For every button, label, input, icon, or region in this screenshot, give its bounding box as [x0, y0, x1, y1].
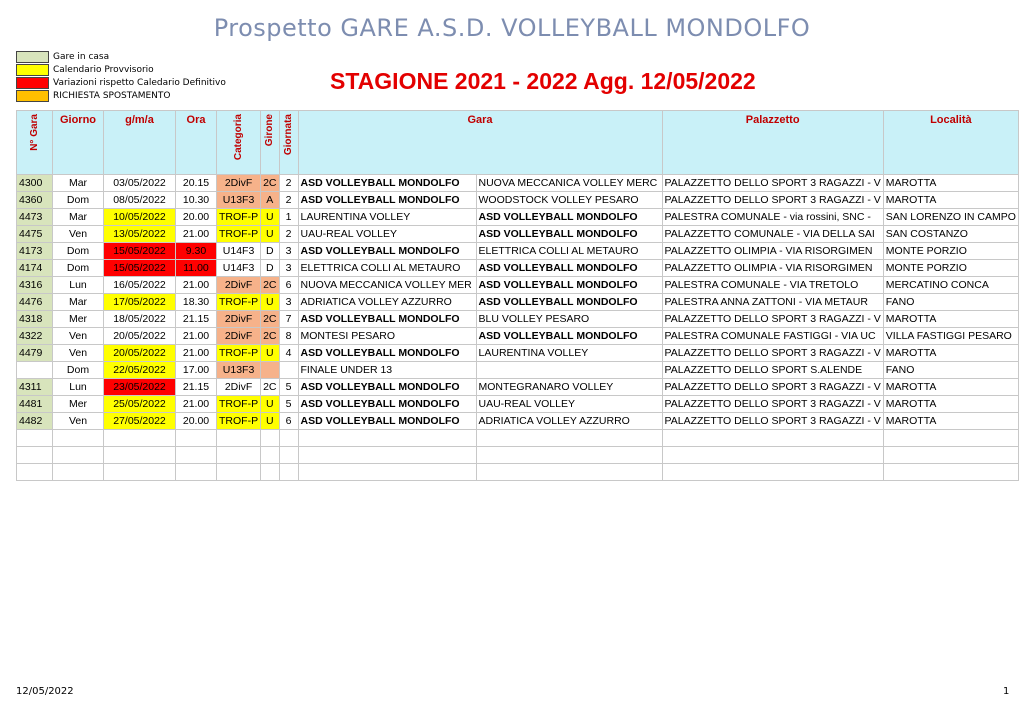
empty-cell: [104, 464, 176, 481]
cell-num: 4316: [17, 277, 53, 294]
cell-home-team: FINALE UNDER 13: [298, 362, 476, 379]
cell-away-team: ELETTRICA COLLI AL METAURO: [476, 243, 662, 260]
header-categoria: Categoria: [217, 111, 261, 175]
cell-categoria: TROF-P: [217, 345, 261, 362]
empty-cell: [176, 447, 217, 464]
empty-cell: [261, 464, 279, 481]
cell-localita: MONTE PORZIO: [883, 243, 1018, 260]
cell-girone: D: [261, 260, 279, 277]
cell-away-team: ASD VOLLEYBALL MONDOLFO: [476, 277, 662, 294]
cell-away-team: ASD VOLLEYBALL MONDOLFO: [476, 226, 662, 243]
empty-cell: [17, 447, 53, 464]
cell-num: 4318: [17, 311, 53, 328]
header-girone: Girone: [261, 111, 279, 175]
cell-date: 27/05/2022: [104, 413, 176, 430]
empty-cell: [53, 464, 104, 481]
cell-home-team: ASD VOLLEYBALL MONDOLFO: [298, 192, 476, 209]
empty-cell: [476, 447, 662, 464]
cell-palazzetto: PALESTRA COMUNALE - via rossini, SNC -: [662, 209, 883, 226]
cell-giorno: Mar: [53, 175, 104, 192]
table-row: [17, 294, 1019, 311]
empty-cell: [279, 447, 298, 464]
cell-palazzetto: PALAZZETTO OLIMPIA - VIA RISORGIMEN: [662, 260, 883, 277]
cell-palazzetto: PALAZZETTO COMUNALE - VIA DELLA SAI: [662, 226, 883, 243]
cell-categoria: 2DivF: [217, 328, 261, 345]
cell-giornata: 6: [279, 277, 298, 294]
header-num: N° Gara: [17, 111, 53, 175]
cell-girone: 2C: [261, 328, 279, 345]
cell-num: 4311: [17, 379, 53, 396]
footer-date: 12/05/2022: [16, 686, 74, 697]
table-row: [17, 277, 1019, 294]
legend-label: Gare in casa: [53, 51, 110, 62]
cell-date: 20/05/2022: [104, 345, 176, 362]
cell-giornata: 2: [279, 192, 298, 209]
cell-giorno: Dom: [53, 243, 104, 260]
empty-cell: [476, 464, 662, 481]
cell-home-team: ASD VOLLEYBALL MONDOLFO: [298, 379, 476, 396]
cell-home-team: ADRIATICA VOLLEY AZZURRO: [298, 294, 476, 311]
cell-num: 4173: [17, 243, 53, 260]
cell-home-team: UAU-REAL VOLLEY: [298, 226, 476, 243]
header-localita: Località: [883, 111, 1018, 175]
cell-localita: MAROTTA: [883, 413, 1018, 430]
cell-girone: U: [261, 396, 279, 413]
cell-girone: 2C: [261, 277, 279, 294]
cell-palazzetto: PALESTRA ANNA ZATTONI - VIA METAUR: [662, 294, 883, 311]
header-gara: Gara: [298, 111, 662, 175]
table-row: [17, 396, 1019, 413]
empty-cell: [53, 430, 104, 447]
table-row: [17, 345, 1019, 362]
cell-away-team: ASD VOLLEYBALL MONDOLFO: [476, 260, 662, 277]
cell-categoria: U14F3: [217, 243, 261, 260]
legend-swatch-home: [16, 51, 49, 63]
cell-localita: MONTE PORZIO: [883, 260, 1018, 277]
cell-ora: 9.30: [176, 243, 217, 260]
cell-ora: 20.00: [176, 413, 217, 430]
empty-cell: [217, 447, 261, 464]
cell-giornata: 2: [279, 226, 298, 243]
cell-ora: 10.30: [176, 192, 217, 209]
cell-ora: 21.15: [176, 311, 217, 328]
empty-cell: [476, 430, 662, 447]
cell-giorno: Ven: [53, 345, 104, 362]
cell-away-team: LAURENTINA VOLLEY: [476, 345, 662, 362]
cell-date: 23/05/2022: [104, 379, 176, 396]
cell-ora: 11.00: [176, 260, 217, 277]
cell-categoria: 2DivF: [217, 311, 261, 328]
cell-home-team: ASD VOLLEYBALL MONDOLFO: [298, 175, 476, 192]
cell-localita: MAROTTA: [883, 345, 1018, 362]
cell-giornata: 8: [279, 328, 298, 345]
empty-cell: [883, 464, 1018, 481]
table-row: [17, 311, 1019, 328]
empty-cell: [261, 430, 279, 447]
empty-cell: [298, 464, 476, 481]
cell-girone: D: [261, 243, 279, 260]
cell-date: 16/05/2022: [104, 277, 176, 294]
legend-item: [16, 50, 226, 63]
footer-page: 1: [1003, 686, 1010, 697]
cell-ora: 20.15: [176, 175, 217, 192]
cell-categoria: TROF-P: [217, 396, 261, 413]
empty-cell: [298, 447, 476, 464]
header-giorno: Giorno: [53, 111, 104, 175]
cell-home-team: MONTESI PESARO: [298, 328, 476, 345]
cell-date: 15/05/2022: [104, 260, 176, 277]
cell-girone: U: [261, 226, 279, 243]
cell-categoria: 2DivF: [217, 175, 261, 192]
cell-home-team: NUOVA MECCANICA VOLLEY MER: [298, 277, 476, 294]
table-row: [17, 328, 1019, 345]
table-row: [17, 379, 1019, 396]
cell-giornata: [279, 362, 298, 379]
cell-localita: MAROTTA: [883, 379, 1018, 396]
cell-categoria: TROF-P: [217, 413, 261, 430]
legend-swatch-provisional: [16, 64, 49, 76]
cell-num: 4300: [17, 175, 53, 192]
empty-cell: [662, 430, 883, 447]
cell-num: 4322: [17, 328, 53, 345]
empty-cell: [17, 430, 53, 447]
cell-giorno: Lun: [53, 277, 104, 294]
cell-ora: 21.00: [176, 345, 217, 362]
cell-ora: 20.00: [176, 209, 217, 226]
cell-localita: VILLA FASTIGGI PESARO: [883, 328, 1018, 345]
empty-cell: [104, 430, 176, 447]
cell-localita: MAROTTA: [883, 396, 1018, 413]
legend-swatch-variation: [16, 77, 49, 89]
table-row: [17, 175, 1019, 192]
cell-localita: MAROTTA: [883, 175, 1018, 192]
cell-palazzetto: PALAZZETTO DELLO SPORT S.ALENDE: [662, 362, 883, 379]
table-row-empty: [17, 464, 1019, 481]
table-row: [17, 243, 1019, 260]
header-ora: Ora: [176, 111, 217, 175]
table-row: [17, 226, 1019, 243]
empty-cell: [176, 464, 217, 481]
cell-ora: 21.15: [176, 379, 217, 396]
legend-swatch-request: [16, 90, 49, 102]
cell-home-team: ASD VOLLEYBALL MONDOLFO: [298, 396, 476, 413]
table-row: [17, 192, 1019, 209]
cell-num: [17, 362, 53, 379]
cell-date: 03/05/2022: [104, 175, 176, 192]
cell-giorno: Mar: [53, 294, 104, 311]
empty-cell: [298, 430, 476, 447]
legend-item: [16, 63, 226, 76]
cell-num: 4479: [17, 345, 53, 362]
cell-date: 18/05/2022: [104, 311, 176, 328]
cell-num: 4482: [17, 413, 53, 430]
cell-categoria: TROF-P: [217, 226, 261, 243]
cell-num: 4174: [17, 260, 53, 277]
empty-cell: [662, 447, 883, 464]
cell-giornata: 5: [279, 396, 298, 413]
cell-girone: 2C: [261, 311, 279, 328]
cell-num: 4473: [17, 209, 53, 226]
cell-giorno: Ven: [53, 413, 104, 430]
cell-palazzetto: PALAZZETTO DELLO SPORT 3 RAGAZZI - V: [662, 379, 883, 396]
cell-giornata: 3: [279, 260, 298, 277]
table-row-empty: [17, 430, 1019, 447]
cell-giornata: 2: [279, 175, 298, 192]
cell-giorno: Ven: [53, 226, 104, 243]
cell-date: 20/05/2022: [104, 328, 176, 345]
cell-away-team: ADRIATICA VOLLEY AZZURRO: [476, 413, 662, 430]
cell-giornata: 5: [279, 379, 298, 396]
cell-giornata: 3: [279, 243, 298, 260]
cell-home-team: LAURENTINA VOLLEY: [298, 209, 476, 226]
cell-girone: U: [261, 413, 279, 430]
table-row-empty: [17, 447, 1019, 464]
cell-date: 08/05/2022: [104, 192, 176, 209]
cell-away-team: ASD VOLLEYBALL MONDOLFO: [476, 328, 662, 345]
empty-cell: [662, 464, 883, 481]
cell-girone: U: [261, 345, 279, 362]
cell-home-team: ELETTRICA COLLI AL METAURO: [298, 260, 476, 277]
cell-num: 4360: [17, 192, 53, 209]
cell-girone: 2C: [261, 175, 279, 192]
cell-palazzetto: PALAZZETTO DELLO SPORT 3 RAGAZZI - V: [662, 345, 883, 362]
cell-num: 4475: [17, 226, 53, 243]
cell-ora: 21.00: [176, 328, 217, 345]
cell-localita: MAROTTA: [883, 311, 1018, 328]
cell-categoria: U14F3: [217, 260, 261, 277]
cell-girone: U: [261, 209, 279, 226]
header-palazzetto: Palazzetto: [662, 111, 883, 175]
table-row: [17, 209, 1019, 226]
cell-home-team: ASD VOLLEYBALL MONDOLFO: [298, 345, 476, 362]
cell-num: 4481: [17, 396, 53, 413]
table-row: [17, 362, 1019, 379]
cell-giorno: Lun: [53, 379, 104, 396]
cell-date: 13/05/2022: [104, 226, 176, 243]
cell-categoria: TROF-P: [217, 294, 261, 311]
cell-palazzetto: PALESTRA COMUNALE - VIA TRETOLO: [662, 277, 883, 294]
cell-away-team: WOODSTOCK VOLLEY PESARO: [476, 192, 662, 209]
table-row: [17, 260, 1019, 277]
cell-home-team: ASD VOLLEYBALL MONDOLFO: [298, 413, 476, 430]
empty-cell: [176, 430, 217, 447]
empty-cell: [17, 464, 53, 481]
cell-ora: 21.00: [176, 277, 217, 294]
cell-away-team: UAU-REAL VOLLEY: [476, 396, 662, 413]
cell-num: 4476: [17, 294, 53, 311]
cell-date: 15/05/2022: [104, 243, 176, 260]
page-title: Prospetto GARE A.S.D. VOLLEYBALL MONDOLFO: [213, 14, 811, 42]
cell-giornata: 7: [279, 311, 298, 328]
empty-cell: [217, 464, 261, 481]
empty-cell: [279, 430, 298, 447]
cell-giornata: 4: [279, 345, 298, 362]
cell-away-team: ASD VOLLEYBALL MONDOLFO: [476, 209, 662, 226]
cell-palazzetto: PALESTRA COMUNALE FASTIGGI - VIA UC: [662, 328, 883, 345]
cell-home-team: ASD VOLLEYBALL MONDOLFO: [298, 311, 476, 328]
cell-girone: A: [261, 192, 279, 209]
cell-giorno: Mer: [53, 311, 104, 328]
cell-giorno: Ven: [53, 328, 104, 345]
table-header-row: [17, 111, 1019, 175]
header-giornata: Giornata: [279, 111, 298, 175]
cell-girone: [261, 362, 279, 379]
empty-cell: [217, 430, 261, 447]
cell-localita: FANO: [883, 362, 1018, 379]
legend-label: Variazioni rispetto Caledario Definitivo: [53, 77, 226, 88]
cell-giorno: Mar: [53, 209, 104, 226]
cell-categoria: U13F3: [217, 192, 261, 209]
cell-away-team: ASD VOLLEYBALL MONDOLFO: [476, 294, 662, 311]
cell-palazzetto: PALAZZETTO DELLO SPORT 3 RAGAZZI - V: [662, 413, 883, 430]
header-gma: g/m/a: [104, 111, 176, 175]
cell-giornata: 3: [279, 294, 298, 311]
cell-giorno: Mer: [53, 396, 104, 413]
legend-label: Calendario Provvisorio: [53, 64, 154, 75]
season-heading: STAGIONE 2021 - 2022 Agg. 12/05/2022: [330, 68, 756, 94]
table-row: [17, 413, 1019, 430]
cell-giorno: Dom: [53, 260, 104, 277]
cell-home-team: ASD VOLLEYBALL MONDOLFO: [298, 243, 476, 260]
cell-palazzetto: PALAZZETTO DELLO SPORT 3 RAGAZZI - V: [662, 175, 883, 192]
cell-girone: U: [261, 294, 279, 311]
cell-palazzetto: PALAZZETTO DELLO SPORT 3 RAGAZZI - V: [662, 192, 883, 209]
cell-giornata: 1: [279, 209, 298, 226]
cell-girone: 2C: [261, 379, 279, 396]
cell-palazzetto: PALAZZETTO DELLO SPORT 3 RAGAZZI - V: [662, 311, 883, 328]
cell-localita: FANO: [883, 294, 1018, 311]
empty-cell: [279, 464, 298, 481]
empty-cell: [261, 447, 279, 464]
legend-item: [16, 76, 226, 89]
cell-away-team: MONTEGRANARO VOLLEY: [476, 379, 662, 396]
cell-categoria: 2DivF: [217, 277, 261, 294]
cell-ora: 21.00: [176, 396, 217, 413]
matches-table: [16, 110, 1019, 481]
cell-localita: SAN COSTANZO: [883, 226, 1018, 243]
empty-cell: [53, 447, 104, 464]
cell-ora: 17.00: [176, 362, 217, 379]
cell-date: 17/05/2022: [104, 294, 176, 311]
legend-label: RICHIESTA SPOSTAMENTO: [53, 90, 171, 101]
cell-categoria: U13F3: [217, 362, 261, 379]
cell-away-team: [476, 362, 662, 379]
cell-localita: MERCATINO CONCA: [883, 277, 1018, 294]
cell-away-team: BLU VOLLEY PESARO: [476, 311, 662, 328]
cell-date: 10/05/2022: [104, 209, 176, 226]
cell-categoria: 2DivF: [217, 379, 261, 396]
cell-date: 22/05/2022: [104, 362, 176, 379]
cell-palazzetto: PALAZZETTO DELLO SPORT 3 RAGAZZI - V: [662, 396, 883, 413]
cell-giorno: Dom: [53, 362, 104, 379]
empty-cell: [883, 430, 1018, 447]
cell-ora: 21.00: [176, 226, 217, 243]
cell-localita: SAN LORENZO IN CAMPO: [883, 209, 1018, 226]
empty-cell: [883, 447, 1018, 464]
cell-ora: 18.30: [176, 294, 217, 311]
empty-cell: [104, 447, 176, 464]
cell-categoria: TROF-P: [217, 209, 261, 226]
cell-giorno: Dom: [53, 192, 104, 209]
legend: [16, 50, 226, 102]
cell-away-team: NUOVA MECCANICA VOLLEY MERC: [476, 175, 662, 192]
cell-localita: MAROTTA: [883, 192, 1018, 209]
cell-date: 25/05/2022: [104, 396, 176, 413]
legend-item: [16, 89, 226, 102]
cell-palazzetto: PALAZZETTO OLIMPIA - VIA RISORGIMEN: [662, 243, 883, 260]
cell-giornata: 6: [279, 413, 298, 430]
